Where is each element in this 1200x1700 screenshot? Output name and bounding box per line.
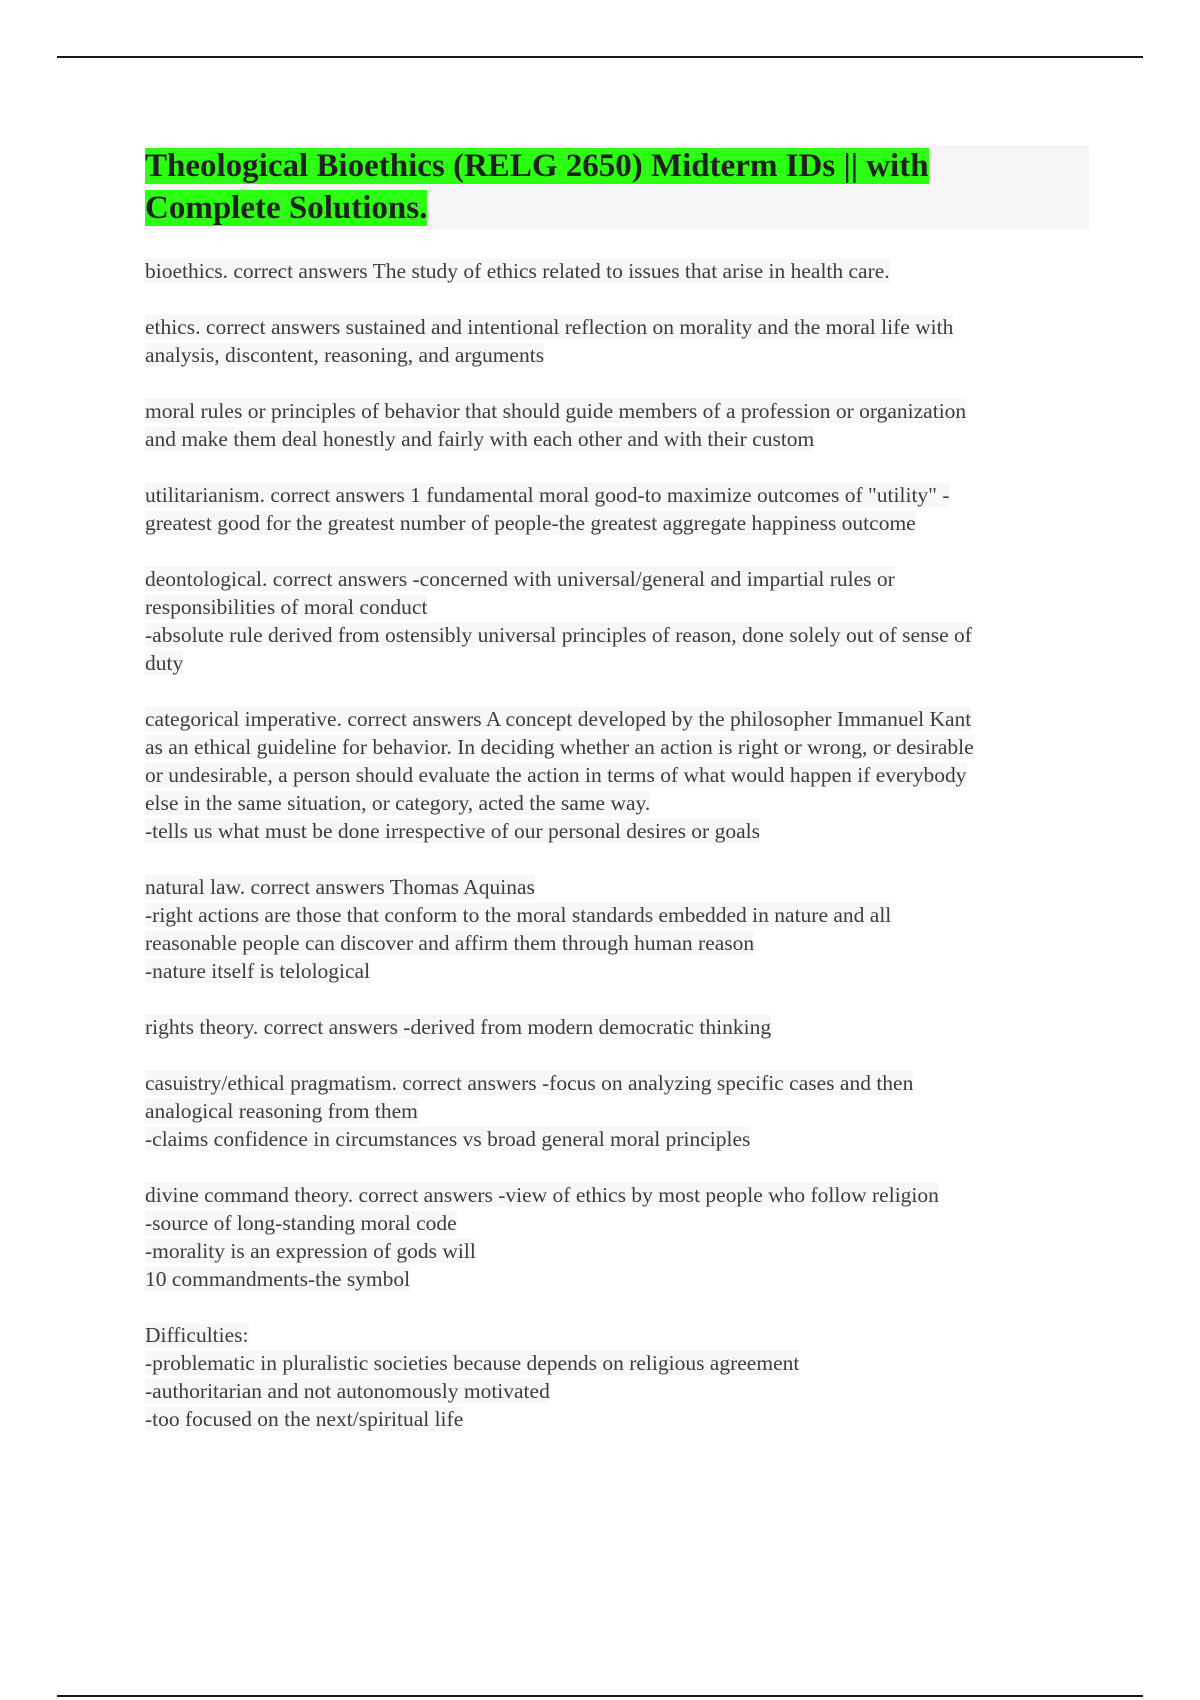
title-line-1: Theological Bioethics (RELG 2650) Midterm IDs || with <box>145 148 929 184</box>
entry-line-text: Difficulties: <box>145 1323 249 1347</box>
entry-line <box>145 1209 1089 1237</box>
entry-line <box>145 649 1089 677</box>
entry-line <box>145 1013 1089 1041</box>
entry-paragraph <box>145 397 1089 453</box>
entry-line <box>145 1097 1089 1125</box>
entry-line-text: -source of long-standing moral code <box>145 1211 457 1235</box>
entry-line <box>145 565 1089 593</box>
entry-line <box>145 1377 1089 1405</box>
entry-line-text: -problematic in pluralistic societies because depends on religious agreement <box>145 1351 800 1375</box>
entry-line <box>145 593 1089 621</box>
bottom-rule <box>57 1695 1143 1697</box>
entry-line-text: else in the same situation, or category, acted the same way. <box>145 791 651 815</box>
entry-line-text: as an ethical guideline for behavior. In deciding whether an action is right or wrong, or desirable <box>145 735 974 759</box>
entry-line-text: 10 commandments-the symbol <box>145 1267 411 1291</box>
entry-line-text: natural law. correct answers Thomas Aquinas <box>145 875 535 899</box>
entry-line <box>145 817 1089 845</box>
entry-line <box>145 1125 1089 1153</box>
document-title <box>145 148 929 226</box>
entry-line <box>145 1321 1089 1349</box>
entry-line <box>145 1181 1089 1209</box>
entry-line <box>145 705 1089 733</box>
entry-line-text: -morality is an expression of gods will <box>145 1239 476 1263</box>
title-line-2: Complete Solutions. <box>145 190 428 226</box>
entry-line-text: categorical imperative. correct answers A concept developed by the philosopher Immanuel Kant <box>145 707 972 731</box>
entry-line-text: analysis, discontent, reasoning, and arguments <box>145 343 545 367</box>
entry-line <box>145 761 1089 789</box>
entry-line-text: responsibilities of moral conduct <box>145 595 428 619</box>
entry-line <box>145 1069 1089 1097</box>
entry-paragraph <box>145 873 1089 985</box>
entry-line <box>145 1405 1089 1433</box>
entry-paragraph <box>145 257 1089 285</box>
entry-line <box>145 397 1089 425</box>
entry-line <box>145 1237 1089 1265</box>
entry-paragraph <box>145 1013 1089 1041</box>
entry-line <box>145 929 1089 957</box>
entry-paragraph <box>145 565 1089 677</box>
entry-line <box>145 1349 1089 1377</box>
entry-paragraph <box>145 1321 1089 1433</box>
entry-line <box>145 901 1089 929</box>
entry-paragraph <box>145 1069 1089 1153</box>
entry-line-text: or undesirable, a person should evaluate the action in terms of what would happen if everybody <box>145 763 967 787</box>
entry-line <box>145 313 1089 341</box>
entry-line <box>145 621 1089 649</box>
entry-line-text: ethics. correct answers sustained and intentional reflection on morality and the moral life with <box>145 315 954 339</box>
entry-paragraph <box>145 1181 1089 1293</box>
entry-line-text: bioethics. correct answers The study of ethics related to issues that arise in health care. <box>145 259 890 283</box>
entry-line-text: -nature itself is telological <box>145 959 371 983</box>
entry-line-text: analogical reasoning from them <box>145 1099 418 1123</box>
entry-line-text: moral rules or principles of behavior that should guide members of a profession or organization <box>145 399 967 423</box>
entry-line-text: reasonable people can discover and affirm them through human reason <box>145 931 755 955</box>
entry-line <box>145 733 1089 761</box>
entry-line-text: deontological. correct answers -concerned with universal/general and impartial rules or <box>145 567 895 591</box>
entry-line-text: utilitarianism. correct answers 1 fundamental moral good-to maximize outcomes of "utility" - <box>145 483 950 507</box>
entry-line-text: -absolute rule derived from ostensibly universal principles of reason, done solely out of sense of <box>145 623 972 647</box>
entry-line-text: greatest good for the greatest number of people-the greatest aggregate happiness outcome <box>145 511 916 535</box>
entry-line-text: divine command theory. correct answers -view of ethics by most people who follow religion <box>145 1183 939 1207</box>
entry-line <box>145 957 1089 985</box>
entry-line-text: rights theory. correct answers -derived from modern democratic thinking <box>145 1015 772 1039</box>
entry-line <box>145 341 1089 369</box>
title-block <box>145 145 1089 229</box>
entry-line <box>145 873 1089 901</box>
entry-line-text: -tells us what must be done irrespective of our personal desires or goals <box>145 819 760 843</box>
entry-line-text: -authoritarian and not autonomously motivated <box>145 1379 550 1403</box>
entry-line <box>145 509 1089 537</box>
entry-paragraph <box>145 481 1089 537</box>
entry-line <box>145 789 1089 817</box>
entry-line-text: -right actions are those that conform to the moral standards embedded in nature and all <box>145 903 892 927</box>
entry-line <box>145 481 1089 509</box>
entry-line-text: and make them deal honestly and fairly with each other and with their custom <box>145 427 815 451</box>
entry-paragraph <box>145 313 1089 369</box>
entry-line-text: casuistry/ethical pragmatism. correct answers -focus on analyzing specific cases and then <box>145 1071 914 1095</box>
entry-paragraph <box>145 705 1089 845</box>
entry-line <box>145 257 1089 285</box>
entries-list <box>145 257 1089 1433</box>
top-rule <box>57 56 1143 58</box>
entry-line-text: -too focused on the next/spiritual life <box>145 1407 464 1431</box>
entry-line <box>145 1265 1089 1293</box>
entry-line <box>145 425 1089 453</box>
entry-line-text: -claims confidence in circumstances vs broad general moral principles <box>145 1127 751 1151</box>
entry-line-text: duty <box>145 651 184 675</box>
document-body <box>145 145 1089 1461</box>
